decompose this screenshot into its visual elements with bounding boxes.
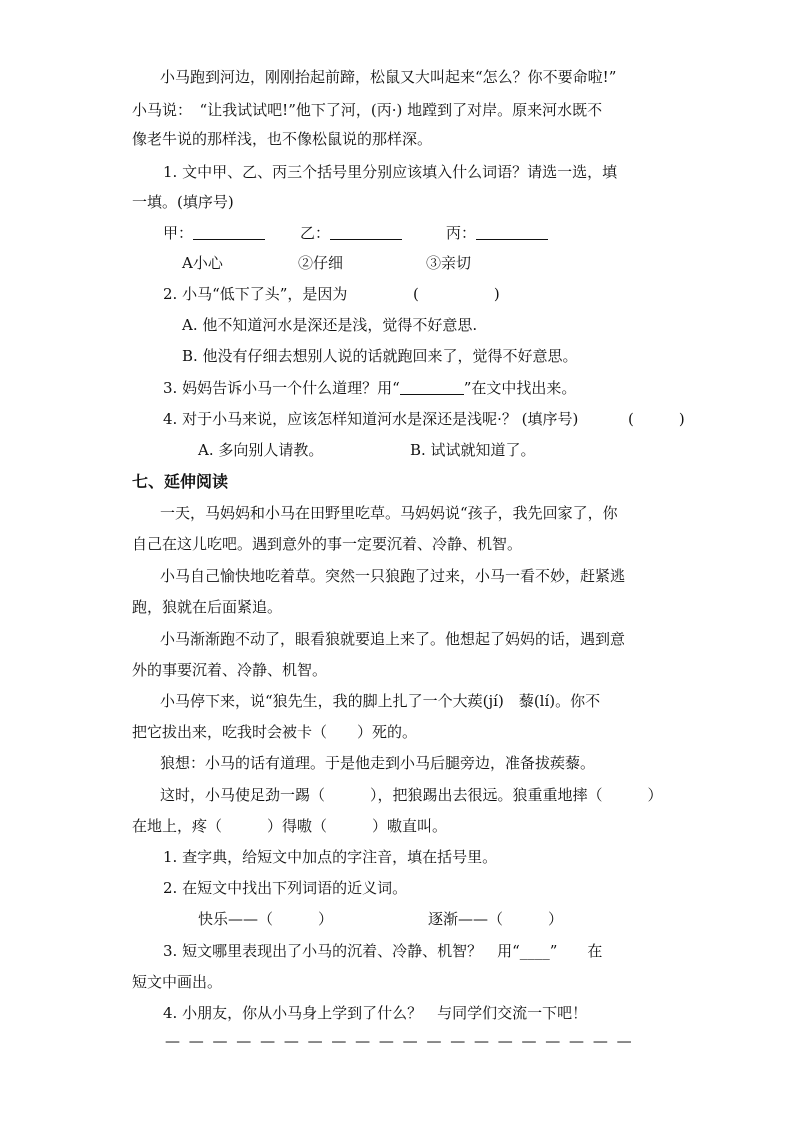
reading-p4-line2: 把它拔出来，吃我时会被卡（ ）死的。 bbox=[132, 723, 418, 741]
reading-p3-line2: 外的事要沉着、冷静、机智。 bbox=[132, 661, 328, 679]
reading-question-3-line2: 短文中画出。 bbox=[132, 973, 223, 991]
question-3-text-a: 3. 妈妈告诉小马一个什么道理？用“ bbox=[163, 379, 400, 397]
reading-p5: 狼想：小马的话有道理。于是他走到小马后腿旁边，准备拔蒺藜。 bbox=[160, 754, 596, 772]
story-line-1: 小马跑到河边，刚刚抬起前蹄，松鼠又大叫起来“怎么？你不要命啦!” bbox=[160, 68, 617, 86]
question-3-blank[interactable] bbox=[400, 379, 464, 395]
question-1-text: 1. 文中甲、乙、丙三个括号里分别应该填入什么词语？请选一选，填 bbox=[163, 163, 618, 181]
question-1-text-cont: 一填。(填序号) bbox=[132, 193, 234, 211]
question-3-text-b: ”在文中找出来。 bbox=[463, 379, 577, 397]
synonym-zhujian[interactable]: 逐渐——（ ） bbox=[428, 910, 564, 928]
q1-option-c: ③亲切 bbox=[426, 254, 472, 272]
story-line-3: 像老牛说的那样浅，也不像松鼠说的那样深。 bbox=[132, 130, 433, 148]
q1-option-b: ②仔细 bbox=[298, 254, 344, 272]
answer-yi bbox=[300, 222, 402, 244]
story-line-2: 小马说： “让我试试吧!”他下了河，(丙·) 地蹚到了对岸。原来河水既不 bbox=[132, 101, 603, 119]
reading-p2-line1: 小马自己愉快地吃着草。突然一只狼跑了过来，小马一看不妙，赶紧逃 bbox=[160, 567, 626, 585]
answer-bing bbox=[446, 222, 548, 244]
answer-yi-label: 乙： bbox=[300, 224, 331, 242]
reading-question-2: 2. 在短文中找出下列词语的近义词。 bbox=[163, 879, 408, 897]
reading-p1-line1: 一天，马妈妈和小马在田野里吃草。马妈妈说“孩子，我先回家了，你 bbox=[160, 504, 618, 522]
answer-bing-label: 丙： bbox=[446, 224, 477, 242]
question-3 bbox=[163, 377, 576, 399]
reading-question-4: 4. 小朋友，你从小马身上学到了什么？ 与同学们交流一下吧！ bbox=[163, 1004, 588, 1022]
reading-p6-line2: 在地上，疼（ ）得嗷（ ）嗷直叫。 bbox=[132, 817, 448, 835]
question-4-answer-paren[interactable]: ( ) bbox=[628, 410, 685, 428]
reading-question-3-line1: 3. 短文哪里表现出了小马的沉着、冷静、机智？ 用“____” 在 bbox=[163, 942, 603, 960]
answer-yi-blank[interactable] bbox=[330, 224, 402, 240]
synonym-kuaile[interactable]: 快乐——（ ） bbox=[198, 910, 334, 928]
q2-option-b: B. 他没有仔细去想别人说的话就跑回来了，觉得不好意思。 bbox=[182, 347, 578, 365]
answer-jia bbox=[163, 222, 265, 244]
section-heading: 七、延伸阅读 bbox=[132, 472, 229, 491]
question-2-answer-paren[interactable]: ( ) bbox=[413, 285, 500, 303]
answer-jia-label: 甲： bbox=[163, 224, 194, 242]
q2-option-a: A. 他不知道河水是深还是浅，觉得不好意思. bbox=[182, 316, 478, 334]
reading-p4-line1: 小马停下来，说“狼先生，我的脚上扎了一个大蒺(jí) 藜(lí)。你不 bbox=[160, 692, 601, 710]
q1-option-a: A小心 bbox=[182, 254, 223, 272]
reading-p6-line1: 这时，小马使足劲一踢（ ），把狼踢出去很远。狼重重地摔（ ） bbox=[160, 786, 663, 804]
question-4-text: 4. 对于小马来说，应该怎样知道河水是深还是浅呢·？ (填序号) bbox=[163, 410, 579, 428]
reading-p1-line2: 自己在这儿吃吧。遇到意外的事一定要沉着、冷静、机智。 bbox=[132, 535, 523, 553]
q4-option-b: B. 试试就知道了。 bbox=[410, 441, 536, 459]
question-2-text: 2. 小马“低下了头”，是因为 bbox=[163, 285, 348, 303]
reading-p3-line1: 小马渐渐跑不动了，眼看狼就要追上来了。他想起了妈妈的话，遇到意 bbox=[160, 630, 626, 648]
reading-question-1: 1. 查字典，给短文中加点的字注音，填在括号里。 bbox=[163, 848, 498, 866]
answer-bing-blank[interactable] bbox=[476, 224, 548, 240]
q4-option-a: A. 多向别人请教。 bbox=[198, 441, 324, 459]
answer-dash-line[interactable]: — — — — — — — — — — — — — — — — — — — — bbox=[165, 1032, 634, 1050]
reading-p2-line2: 跑，狼就在后面紧追。 bbox=[132, 598, 283, 616]
answer-jia-blank[interactable] bbox=[193, 224, 265, 240]
